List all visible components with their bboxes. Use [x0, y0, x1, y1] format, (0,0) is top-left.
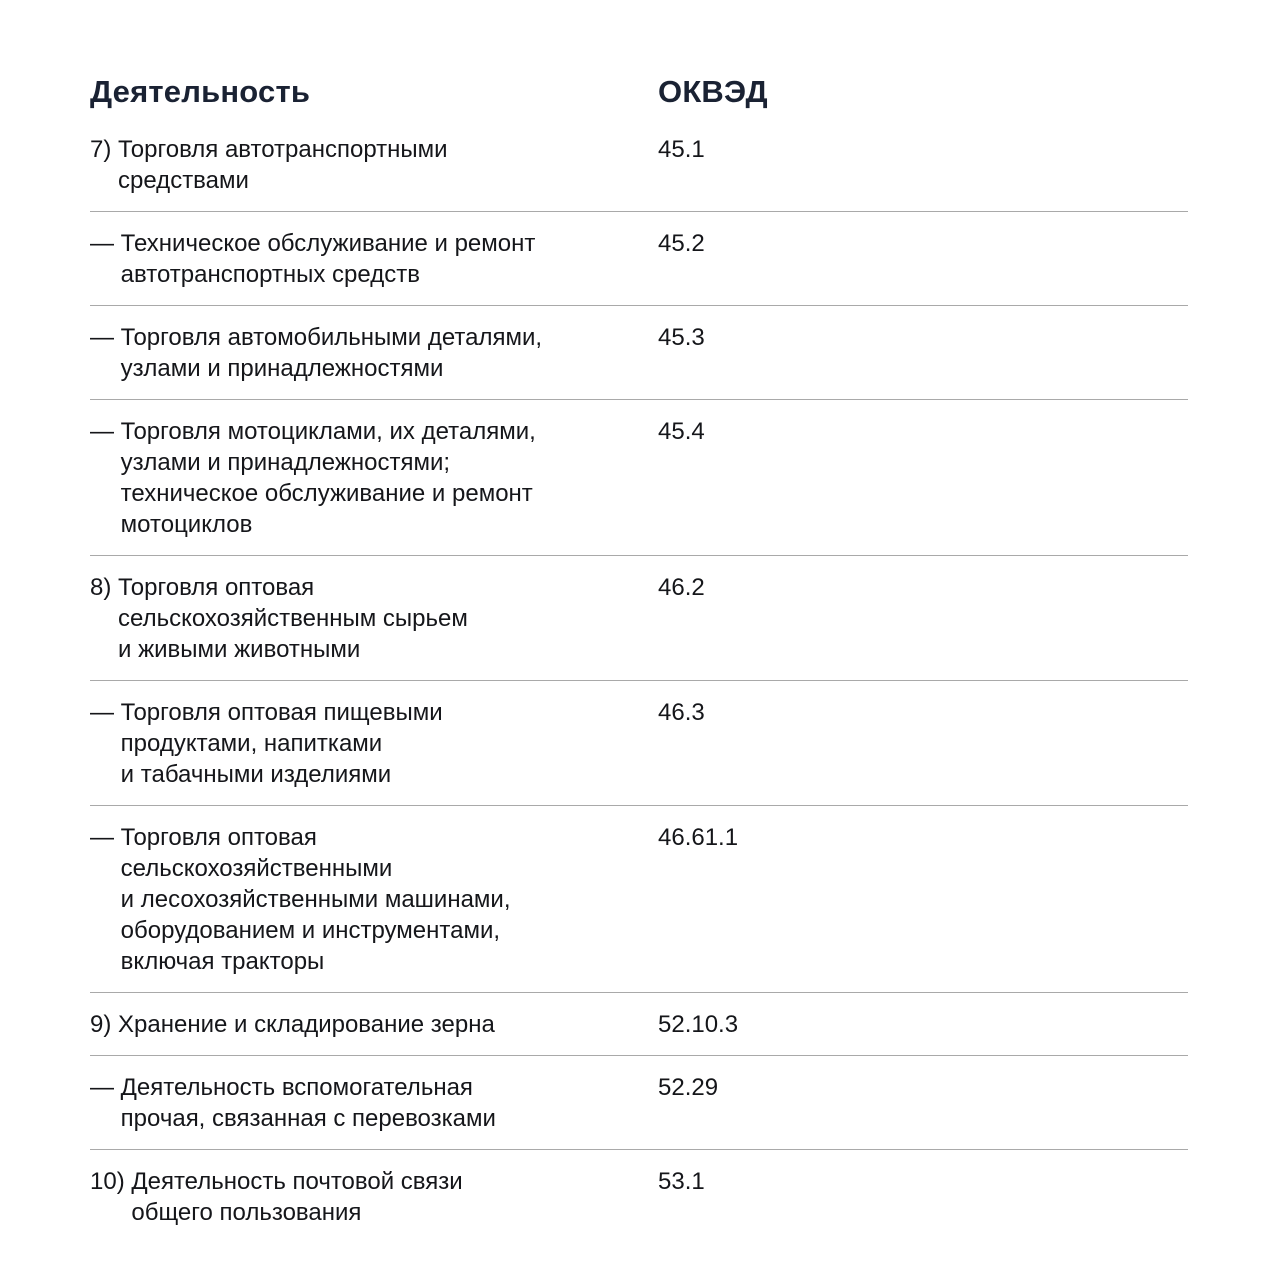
activity-text: Торговля оптовая пищевыми продуктами, напитками и табачными изделиями	[120, 699, 443, 788]
header-activity: Деятельность	[90, 74, 311, 109]
item-prefix: —	[90, 324, 121, 351]
okved-code: 46.61.1	[658, 824, 739, 851]
header-code: ОКВЭД	[658, 74, 768, 109]
activity-cell	[90, 1072, 658, 1134]
table-row	[90, 1055, 1188, 1149]
okved-code: 52.10.3	[658, 1011, 739, 1038]
okved-code: 52.29	[658, 1074, 719, 1101]
table-row	[90, 134, 1188, 211]
activity-text: Торговля оптовая сельскохозяйственным сырьем и живыми животными	[118, 574, 468, 663]
okved-table	[90, 70, 1188, 1243]
activity-text: Техническое обслуживание и ремонт автотранспортных средств	[120, 230, 536, 288]
activity-text: Деятельность вспомогательная прочая, связанная с перевозками	[120, 1074, 496, 1132]
item-prefix: 9)	[90, 1011, 119, 1038]
item-prefix: 10)	[90, 1168, 132, 1195]
okved-code: 45.4	[658, 418, 705, 445]
activity-text: Торговля автотранспортными средствами	[118, 136, 448, 194]
table-row	[90, 211, 1188, 305]
okved-code: 46.3	[658, 699, 705, 726]
table-row	[90, 680, 1188, 805]
okved-code: 45.3	[658, 324, 705, 351]
okved-code: 53.1	[658, 1168, 705, 1195]
activity-text: Торговля автомобильными деталями, узлами и принадлежностями	[120, 324, 543, 382]
activity-cell	[90, 1166, 658, 1228]
activity-cell	[90, 572, 658, 665]
item-prefix: —	[90, 1074, 121, 1101]
activity-cell	[90, 1009, 658, 1040]
activity-cell	[90, 822, 658, 977]
table-row	[90, 305, 1188, 399]
activity-text: Торговля мотоциклами, их деталями, узлами и принадлежностями; техническое обслуживание и ремонт мотоциклов	[120, 418, 536, 538]
activity-cell	[90, 697, 658, 790]
item-prefix: —	[90, 699, 121, 726]
okved-code: 45.2	[658, 230, 705, 257]
item-prefix: —	[90, 824, 121, 851]
item-prefix: —	[90, 418, 121, 445]
item-prefix: 7)	[90, 136, 119, 163]
activity-cell	[90, 228, 658, 290]
activity-cell	[90, 322, 658, 384]
table-row	[90, 992, 1188, 1055]
table-row	[90, 399, 1188, 555]
table-row	[90, 1149, 1188, 1243]
activity-text: Деятельность почтовой связи общего пользования	[131, 1168, 463, 1226]
activity-text: Торговля оптовая сельскохозяйственными и лесохозяйственными машинами, оборудованием и инструментами, включая тракторы	[120, 824, 511, 975]
item-prefix: —	[90, 230, 121, 257]
activity-cell	[90, 416, 658, 540]
okved-code: 46.2	[658, 574, 705, 601]
table-header	[90, 70, 1188, 114]
okved-code: 45.1	[658, 136, 705, 163]
activity-cell	[90, 134, 658, 196]
table-row	[90, 555, 1188, 680]
activity-text: Хранение и складирование зерна	[118, 1011, 495, 1038]
table-row	[90, 805, 1188, 992]
item-prefix: 8)	[90, 574, 119, 601]
